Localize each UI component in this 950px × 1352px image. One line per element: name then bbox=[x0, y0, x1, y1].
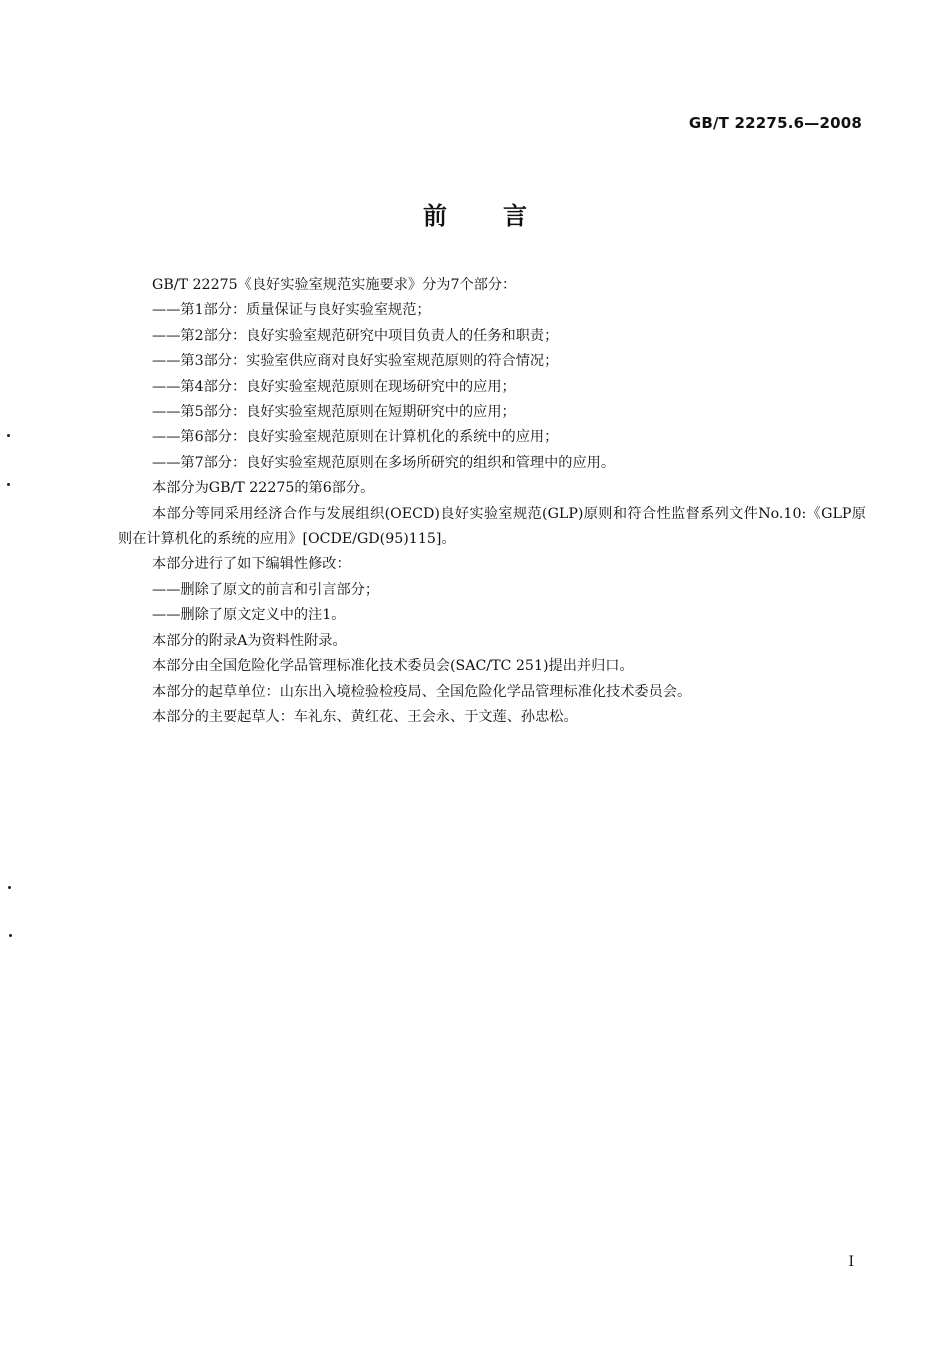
scan-speck bbox=[8, 886, 11, 889]
page-number: I bbox=[848, 1254, 854, 1270]
list-item: ——第1部分：质量保证与良好实验室规范； bbox=[152, 302, 431, 319]
paragraph: 本部分等同采用经济合作与发展组织(OECD)良好实验室规范(GLP)原则和符合性监督系列文件No.10:《GLP原则在计算机化的系统的应用》[OCDE/GD(95)115]。 bbox=[118, 505, 866, 548]
scan-speck bbox=[9, 934, 12, 937]
scan-speck bbox=[7, 483, 10, 486]
scan-speck bbox=[7, 434, 10, 437]
list-item: ——删除了原文的前言和引言部分； bbox=[152, 581, 380, 598]
paragraph: GB/T 22275《良好实验室规范实施要求》分为7个部分： bbox=[152, 277, 517, 293]
list-item: ——第7部分：良好实验室规范原则在多场所研究的组织和管理中的应用。 bbox=[152, 454, 616, 471]
list-item: ——第2部分：良好实验室规范研究中项目负责人的任务和职责； bbox=[152, 327, 559, 344]
list-item: ——删除了原文定义中的注1。 bbox=[152, 607, 346, 624]
list-item: ——第4部分：良好实验室规范原则在现场研究中的应用； bbox=[152, 378, 516, 395]
standard-code: GB/T 22275.6—2008 bbox=[688, 114, 862, 132]
foreword-body bbox=[118, 273, 866, 730]
paragraph: 本部分由全国危险化学品管理标准化技术委员会(SAC/TC 251)提出并归口。 bbox=[152, 658, 634, 675]
list-item: ——第3部分：实验室供应商对良好实验室规范原则的符合情况； bbox=[152, 353, 559, 370]
paragraph: 本部分进行了如下编辑性修改： bbox=[152, 556, 351, 573]
paragraph: 本部分的附录A为资料性附录。 bbox=[152, 632, 347, 649]
list-item: ——第5部分：良好实验室规范原则在短期研究中的应用； bbox=[152, 404, 516, 421]
paragraph: 本部分的主要起草人：车礼东、黄红花、王会永、于文莲、孙忠松。 bbox=[152, 708, 578, 725]
paragraph: 本部分为GB/T 22275的第6部分。 bbox=[152, 480, 375, 497]
section-title: 前言 bbox=[423, 202, 583, 230]
paragraph: 本部分的起草单位：山东出入境检验检疫局、全国危险化学品管理标准化技术委员会。 bbox=[152, 683, 692, 700]
list-item: ——第6部分：良好实验室规范原则在计算机化的系统中的应用； bbox=[152, 429, 559, 446]
